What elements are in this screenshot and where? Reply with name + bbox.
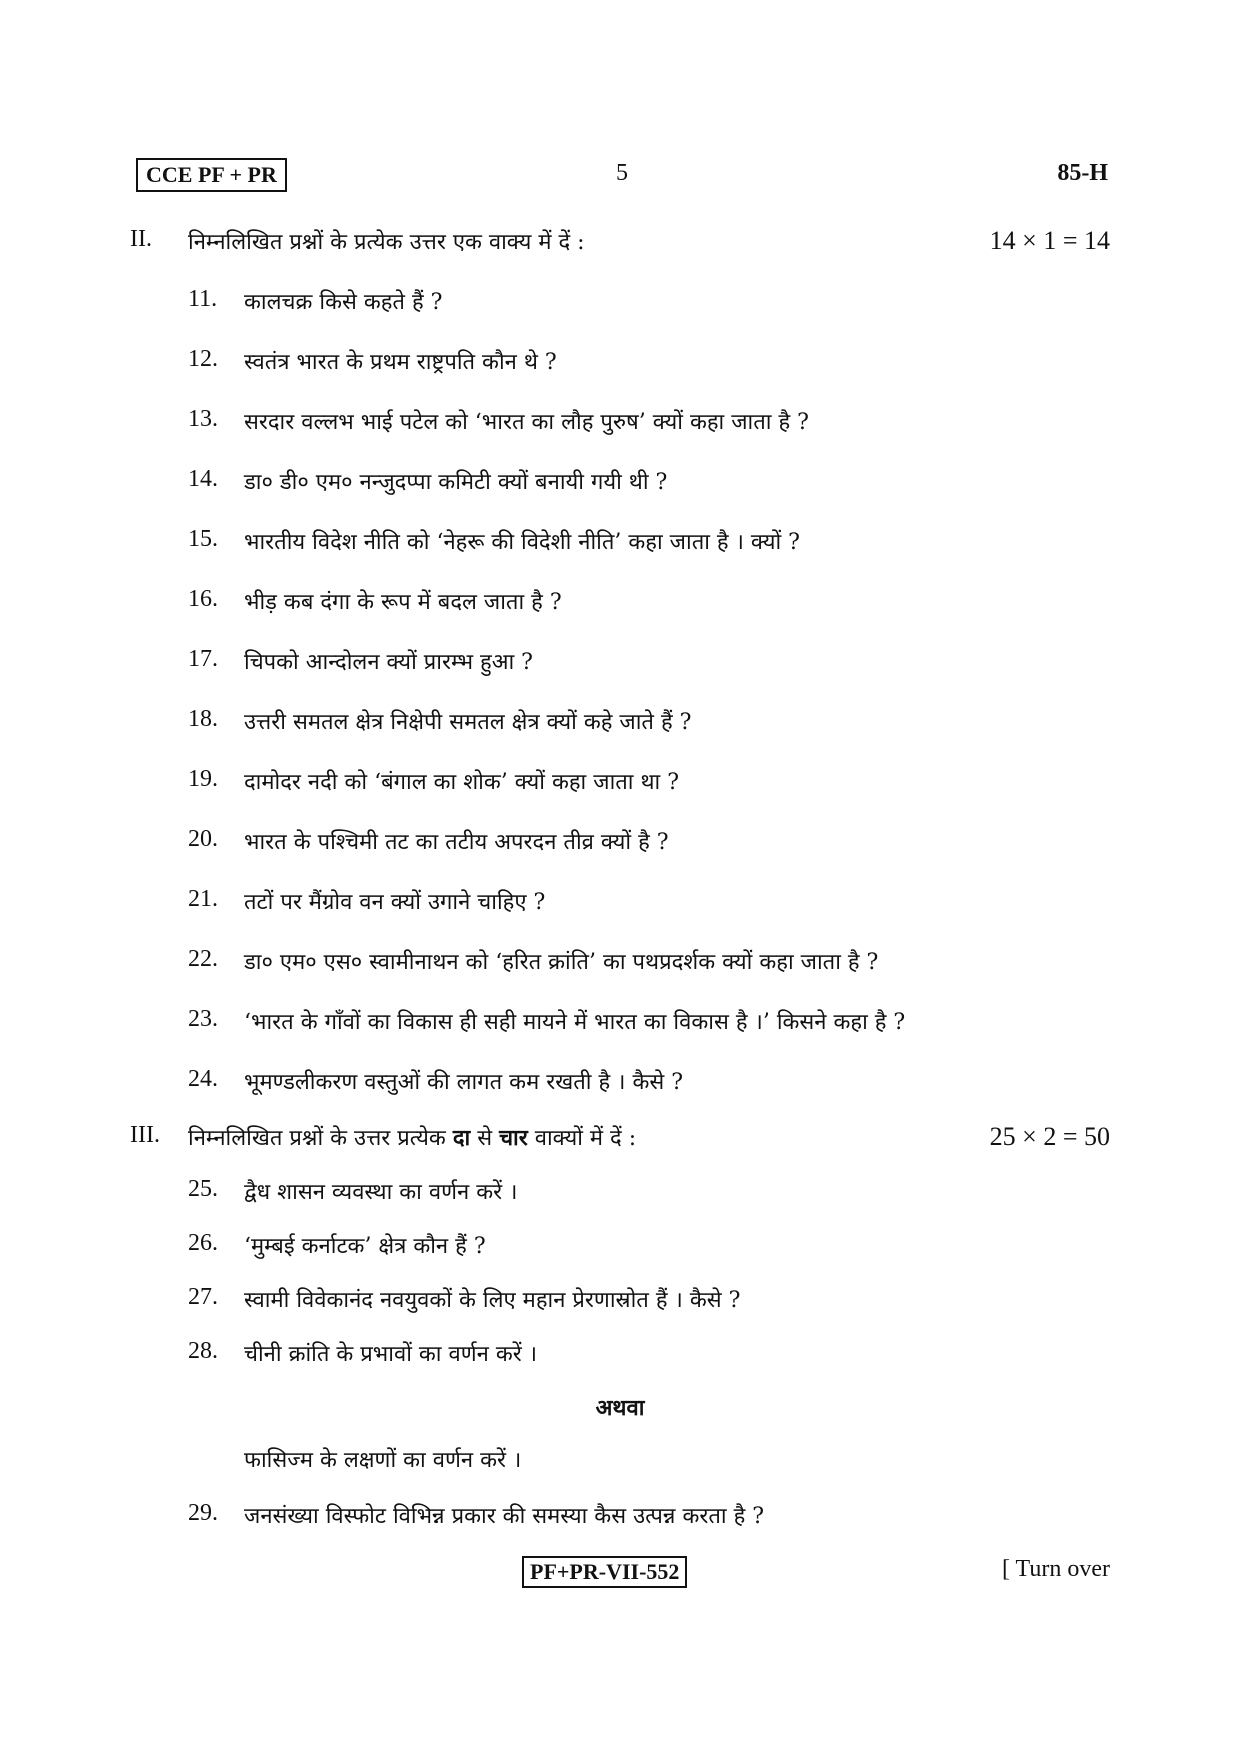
question-text: भीड़ कब दंगा के रूप में बदल जाता है ? [244,590,562,615]
question-number: 22. [188,946,218,972]
question-number: 28. [188,1338,218,1364]
question-21 [188,886,1088,926]
question-20 [188,826,1088,866]
question-text: तटों पर मैंग्रोव वन क्यों उगाने चाहिए ? [244,890,546,915]
question-number: 23. [188,1006,218,1032]
question-number: 16. [188,586,218,612]
question-14 [188,466,1088,506]
question-text: डा० डी० एम० नन्जुदप्पा कमिटी क्यों बनायी गयी थी ? [244,470,668,495]
question-17 [188,646,1088,686]
question-text: भारत के पश्चिमी तट का तटीय अपरदन तीव्र क्यों है ? [244,830,669,855]
question-number: 18. [188,706,218,732]
question-text: डा० एम० एस० स्वामीनाथन को ‘हरित क्रांति’ का पथप्रदर्शक क्यों कहा जाता है ? [244,950,879,975]
question-16 [188,586,1088,626]
question-text: चिपको आन्दोलन क्यों प्रारम्भ हुआ ? [244,650,533,675]
question-number: 15. [188,526,218,552]
question-text: सरदार वल्लभ भाई पटेल को ‘भारत का लौह पुरुष’ क्यों कहा जाता है ? [244,410,809,435]
question-13 [188,406,1088,446]
or-label: अथवा [595,1395,645,1421]
question-number: 11. [188,286,218,312]
question-25 [188,1176,1088,1216]
question-number: 26. [188,1230,218,1256]
question-28 [188,1338,1088,1378]
question-18 [188,706,1088,746]
question-text: ‘मुम्बई कर्नाटक’ क्षेत्र कौन हैं ? [244,1234,486,1259]
question-19 [188,766,1088,806]
question-number: 29. [188,1500,218,1526]
question-text: दामोदर नदी को ‘बंगाल का शोक’ क्यों कहा जाता था ? [244,770,680,795]
question-text: भारतीय विदेश नीति को ‘नेहरू की विदेशी नीति’ कहा जाता है । क्यों ? [244,530,800,555]
question-text: जनसंख्या विस्फोट विभिन्न प्रकार की समस्या कैस उत्पन्न करता है ? [244,1504,765,1529]
section-number: II. [130,226,152,252]
question-number: 24. [188,1066,218,1092]
turn-over-note: [ Turn over [1001,1556,1110,1582]
page-number: 5 [616,160,628,186]
question-text: ‘भारत के गाँवों का विकास ही सही मायने में भारत का विकास है ।’ किसने कहा है ? [244,1010,906,1035]
question-number: 27. [188,1284,218,1310]
question-number: 20. [188,826,218,852]
question-number: 21. [188,886,218,912]
section-3-heading [130,1122,1110,1162]
question-number: 25. [188,1176,218,1202]
alternative-question: फासिज्म के लक्षणों का वर्णन करें । [244,1448,522,1473]
section-2-heading [130,226,1110,266]
paper-code: 85-H [1057,160,1108,186]
question-text: उत्तरी समतल क्षेत्र निक्षेपी समतल क्षेत्र क्यों कहे जाते हैं ? [244,710,692,735]
footer-code-box: PF+PR-VII-552 [522,1556,687,1588]
section-marks: 25 × 2 = 50 [989,1122,1110,1151]
question-29 [188,1500,1088,1540]
question-number: 14. [188,466,218,492]
question-12 [188,346,1088,386]
question-text: स्वतंत्र भारत के प्रथम राष्ट्रपति कौन थे ? [244,350,557,375]
question-24 [188,1066,1088,1106]
question-15 [188,526,1088,566]
question-11 [188,286,1088,326]
exam-code-box: CCE PF + PR [136,158,287,192]
section-instruction: निम्नलिखित प्रश्नों के प्रत्येक उत्तर एक वाक्य में दें : [188,230,585,255]
question-text: चीनी क्रांति के प्रभावों का वर्णन करें । [244,1342,538,1367]
question-number: 19. [188,766,218,792]
question-number: 13. [188,406,218,432]
section-instruction: निम्नलिखित प्रश्नों के उत्तर प्रत्येक दा से चार वाक्यों में दें : [188,1125,637,1151]
question-text: भूमण्डलीकरण वस्तुओं की लागत कम रखती है । कैसे ? [244,1070,684,1095]
section-number: III. [130,1122,160,1148]
question-26 [188,1230,1088,1270]
section-marks: 14 × 1 = 14 [989,226,1110,255]
question-number: 17. [188,646,218,672]
question-number: 12. [188,346,218,372]
question-22 [188,946,1088,986]
question-27 [188,1284,1088,1324]
question-23 [188,1006,1088,1046]
question-text: कालचक्र किसे कहते हैं ? [244,290,443,315]
question-text: द्वैध शासन व्यवस्था का वर्णन करें । [244,1180,518,1205]
question-text: स्वामी विवेकानंद नवयुवकों के लिए महान प्रेरणास्रोत हैं । कैसे ? [244,1288,741,1313]
page-header [136,158,1108,198]
